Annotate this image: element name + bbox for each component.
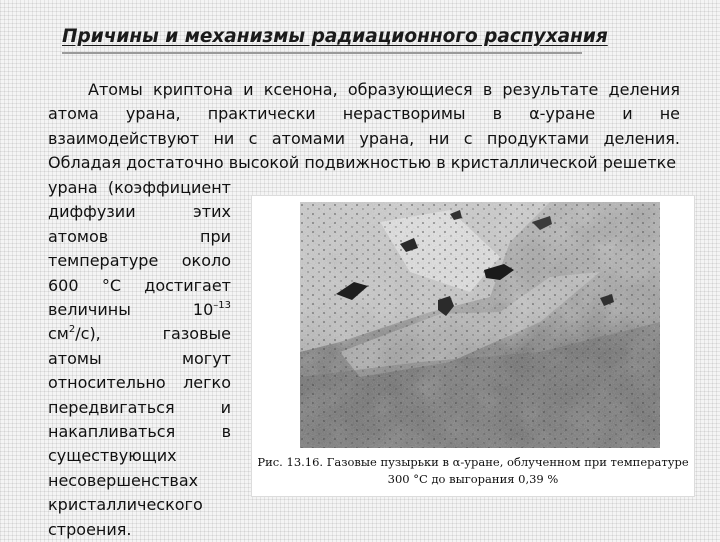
column-line: накапливаться в — [48, 422, 231, 442]
caption-line: 300 °С до выгорания 0,39 % — [387, 472, 559, 486]
column-line: 600 °С достигает — [48, 275, 231, 295]
title-underline-shadow — [62, 52, 582, 54]
column-line: атомы могут — [48, 348, 231, 368]
micrograph-image — [300, 202, 660, 448]
exponent: –13 — [213, 300, 231, 312]
column-line: атомов при — [48, 226, 231, 246]
caption-line: Рис. 13.16. Газовые пузырьки в α-уране, облученном при температуре — [257, 455, 689, 469]
column-line: урана (коэффициент — [48, 178, 231, 197]
intro-paragraph — [48, 78, 680, 176]
column-line: температуре около — [48, 251, 231, 271]
column-line: передвигаться и — [48, 397, 231, 417]
text-column — [48, 176, 231, 542]
column-line-text: см — [48, 324, 69, 344]
column-line: существующих — [48, 446, 177, 466]
column-line: несовершенствах — [48, 470, 199, 490]
column-line-text: величины 10 — [48, 300, 214, 320]
column-line: кристаллического — [48, 495, 203, 515]
column-line-text: /с), газовые — [75, 324, 231, 344]
slide-title: Причины и механизмы радиационного распухания — [62, 26, 608, 47]
exponent: 2 — [68, 324, 76, 336]
column-line — [48, 298, 231, 322]
column-line: относительно легко — [48, 373, 231, 393]
column-line — [48, 322, 231, 346]
intro-paragraph-text: Атомы криптона и ксенона, образующиеся в результате деления атома урана, практически нерастворимы в α-уране и не взаимодействуют ни с атомами урана, ни с продуктами деления. Обладая достаточно высокой подвижностью в кристаллической решетке — [48, 80, 680, 173]
figure-caption — [252, 454, 694, 488]
column-line: диффузии этих — [48, 202, 231, 222]
figure — [251, 195, 695, 497]
column-line: строения. — [48, 519, 132, 539]
